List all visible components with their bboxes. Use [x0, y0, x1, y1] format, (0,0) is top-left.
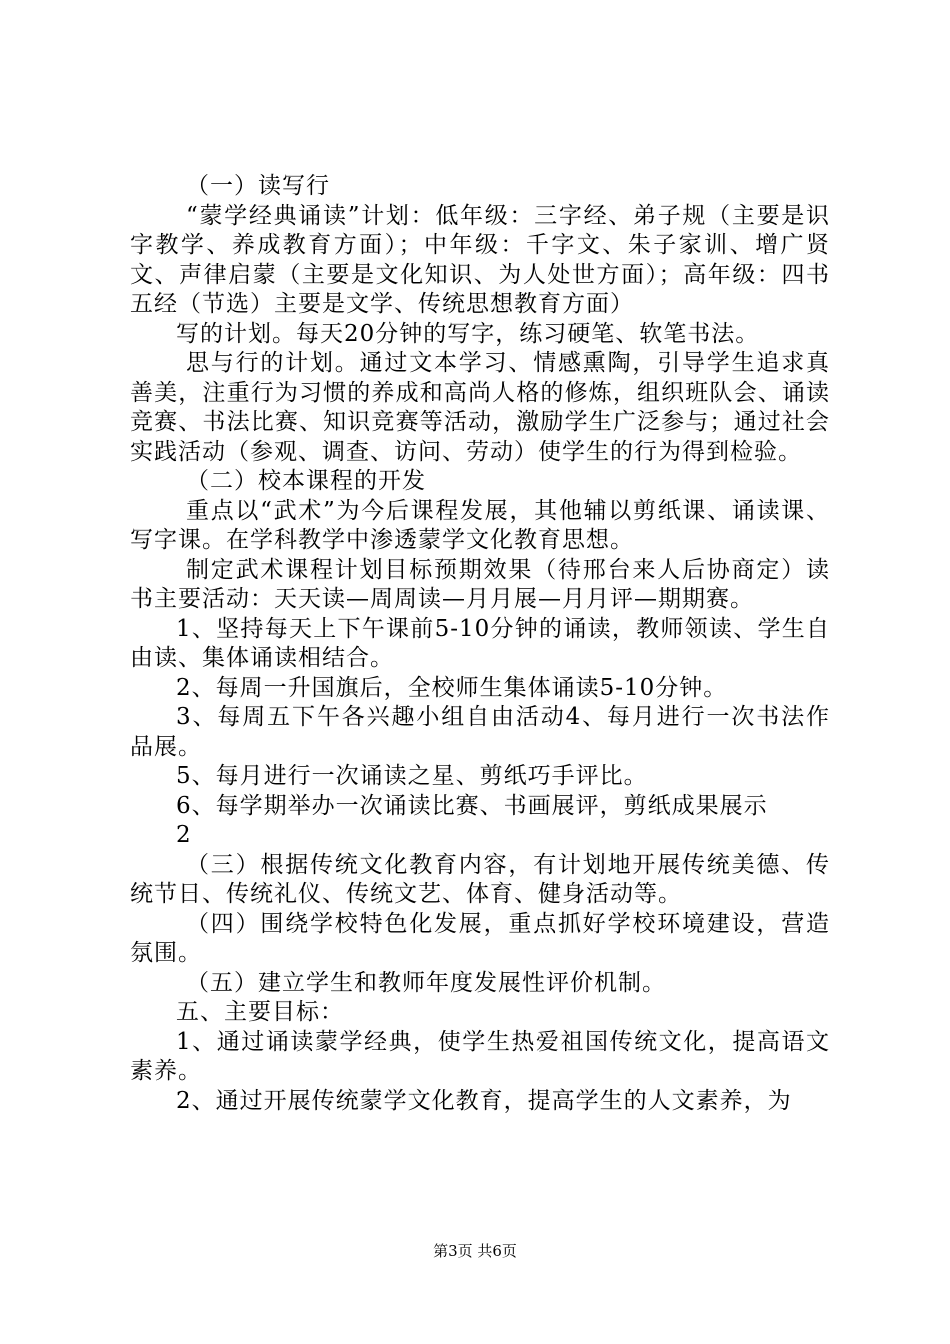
paragraph: （三）根据传统文化教育内容，有计划地开展传统美德、传统节日、传统礼仪、传统文艺、体育、健身活动等。 [130, 851, 830, 907]
paragraph: 写的计划。每天20分钟的写字，练习硬笔、软笔书法。 [176, 320, 760, 347]
paragraph: 1、坚持每天上下午课前5-10分钟的诵读，教师领读、学生自由读、集体诵读相结合。 [130, 615, 830, 671]
paragraph: 2 [176, 822, 192, 848]
paragraph: 1、通过诵读蒙学经典，使学生热爱祖国传统文化，提高语文素养。 [130, 1028, 830, 1084]
paragraph: 制定武术课程计划目标预期效果（待邢台来人后协商定）读书主要活动：天天读—周周读—月月展—月月评—期期赛。 [130, 556, 830, 612]
page-number: 第3页 共6页 [433, 1242, 517, 1260]
paragraph: （五）建立学生和教师年度发展性评价机制。 [186, 969, 666, 996]
paragraph: 思与行的计划。通过文本学习、情感熏陶，引导学生追求真善美，注重行为习惯的养成和高尚人格的修炼，组织班队会、诵读竞赛、书法比赛、知识竞赛等活动，激励学生广泛参与；通过社会实践活动（参观、调查、访问、劳动）使学生的行为得到检验。 [130, 350, 830, 465]
paragraph: （四）围绕学校特色化发展，重点抓好学校环境建设，营造氛围。 [130, 910, 830, 966]
paragraph: 重点以“武术”为今后课程发展，其他辅以剪纸课、诵读课、写字课。在学科教学中渗透蒙学文化教育思想。 [130, 497, 830, 553]
paragraph: 2、通过开展传统蒙学文化教育，提高学生的人文素养，为 [176, 1087, 792, 1114]
page-footer [0, 1240, 950, 1261]
paragraph: （二）校本课程的开发 [186, 468, 426, 494]
paragraph: “蒙学经典诵读”计划：低年级：三字经、弟子规（主要是识字教学、养成教育方面）；中年级：千字文、朱子家训、增广贤文、声律启蒙（主要是文化知识、为人处世方面）；高年级：四书五经（节选）主要是文学、传统思想教育方面） [130, 202, 830, 317]
paragraph: 3、每周五下午各兴趣小组自由活动4、每月进行一次书法作品展。 [130, 704, 830, 760]
paragraph: 2、每周一升国旗后，全校师生集体诵读5-10分钟。 [176, 674, 728, 701]
document-body [130, 172, 830, 1116]
paragraph: 5、每月进行一次诵读之星、剪纸巧手评比。 [176, 763, 648, 789]
paragraph: 6、每学期举办一次诵读比赛、书画展评，剪纸成果展示 [176, 792, 768, 819]
paragraph: （一）读写行 [186, 173, 330, 199]
paragraph: 五、主要目标： [176, 999, 344, 1025]
